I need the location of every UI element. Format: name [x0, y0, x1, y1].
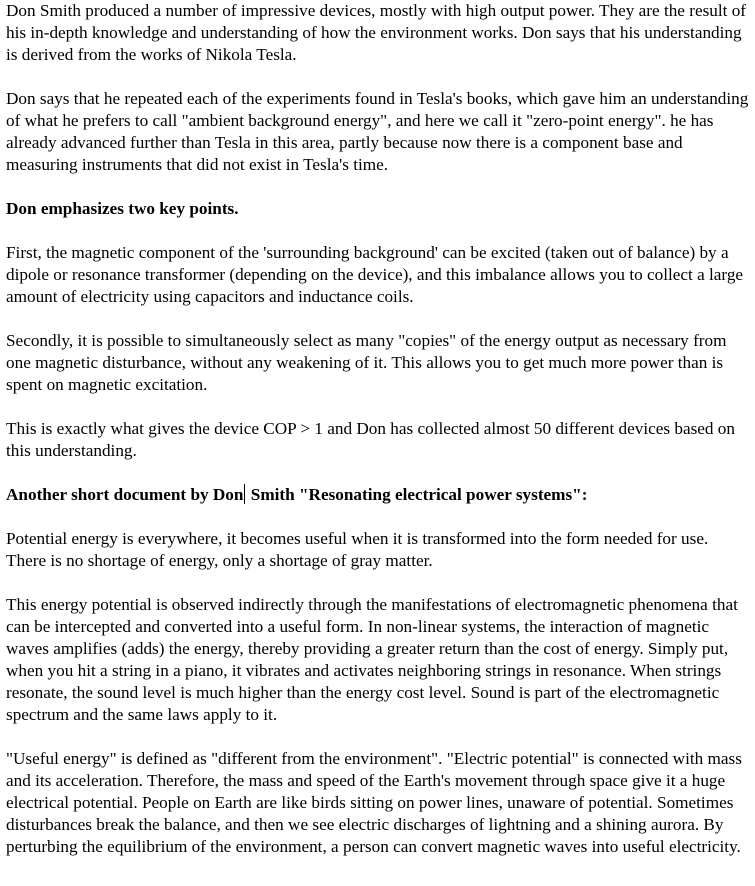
paragraph-intro: Don Smith produced a number of impressive devices, mostly with high output power. They are the result of his in-depth knowledge and understanding of how the environment works. Don says that his understanding is derived from the works of Nikola Tesla. — [6, 1, 747, 64]
paragraph-first-point: First, the magnetic component of the 'surrounding background' can be excited (taken out of balance) by a dipole or resonance transformer (depending on the device), and this imbalance allows you to collect a large amount of electricity using capacitors and inductance coils. — [6, 243, 744, 306]
heading-short-document-part2: Smith "Resonating electrical power systems": — [246, 485, 588, 504]
paragraph-energy-potential: This energy potential is observed indirectly through the manifestations of electromagnetic phenomena that can be intercepted and converted into a useful form. In non-linear systems, the interaction of magnetic waves amplifies (adds) the energy, thereby providing a greater return than the cost of energy. Simply put, when you hit a string in a piano, it vibrates and activates neighboring strings in resonance. When strings resonate, the sound level is much higher than the energy cost level. Sound is part of the electromagnetic spectrum and the same laws apply to it. — [6, 595, 738, 724]
heading-key-points: Don emphasizes two key points. — [6, 199, 239, 218]
paragraph-potential-energy: Potential energy is everywhere, it becomes useful when it is transformed into the form needed for use. There is no shortage of energy, only a shortage of gray matter. — [6, 529, 709, 570]
paragraph-cop: This is exactly what gives the device COP > 1 and Don has collected almost 50 different devices based on this understanding. — [6, 419, 735, 460]
heading-short-document — [6, 484, 752, 506]
heading-short-document-part1: Another short document by Don — [6, 485, 244, 504]
paragraph-second-point: Secondly, it is possible to simultaneously select as many "copies" of the energy output as necessary from one magnetic disturbance, without any weakening of it. This allows you to get much more power than is spent on magnetic excitation. — [6, 331, 727, 394]
paragraph-tesla-experiments: Don says that he repeated each of the experiments found in Tesla's books, which gave him an understanding of what he prefers to call "ambient background energy", and here we call it "zero-point energy". he has already advanced further than Tesla in this area, partly because now there is a component base and measuring instruments that did not exist in Tesla's time. — [6, 89, 749, 174]
paragraph-useful-energy: "Useful energy" is defined as "different from the environment". "Electric potential" is connected with mass and its acceleration. Therefore, the mass and speed of the Earth's movement through space give it a huge electrical potential. People on Earth are like birds sitting on power lines, unaware of potential. Sometimes disturbances break the balance, and then we see electric discharges of lightning and a shining aurora. By perturbing the equilibrium of the environment, a person can convert magnetic waves into useful electricity. — [6, 749, 742, 856]
document-body[interactable] — [6, 0, 752, 858]
